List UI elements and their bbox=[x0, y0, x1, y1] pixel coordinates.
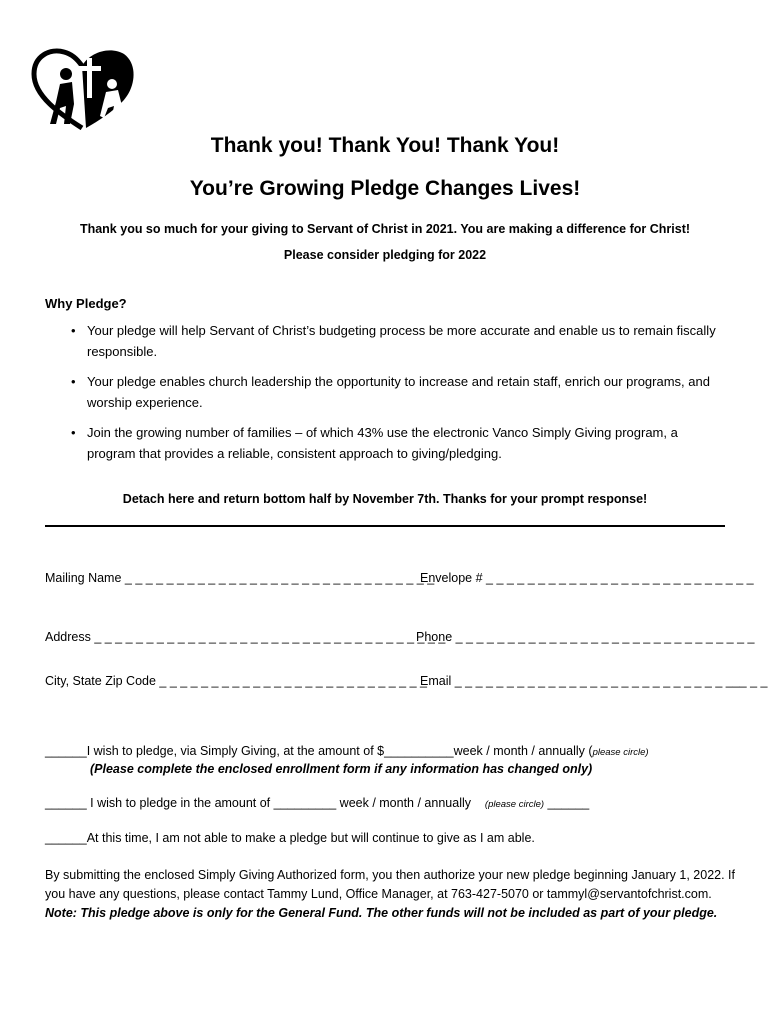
church-logo-heart-family bbox=[30, 44, 138, 130]
logo-cross-vertical bbox=[87, 58, 92, 98]
pledge-option-simply-giving[interactable]: ______I wish to pledge, via Simply Giving, at the amount of $__________week / month / annually (please circle) bbox=[45, 744, 649, 758]
email-field[interactable]: Email _ _ _ _ _ _ _ _ _ _ _ _ _ _ _ _ _ _ _ _ _ _ _ _ _ _ ___ _ _ bbox=[420, 674, 768, 688]
detach-divider bbox=[45, 525, 725, 527]
city-state-zip-field[interactable]: City, State Zip Code _ _ _ _ _ _ _ _ _ _ _ _ _ _ _ _ _ _ _ _ _ _ _ _ _ _ bbox=[45, 674, 427, 688]
logo-child-head bbox=[107, 79, 117, 89]
logo-cross-horizontal bbox=[79, 66, 101, 71]
page-title: Thank you! Thank You! Thank You! bbox=[210, 134, 560, 157]
authorization-paragraph: By submitting the enclosed Simply Giving Authorized form, you then authorize your new pledge beginning January 1, 2022. If you have any questions, please contact Tammy Lund, Office Manager, at 763-427-5070 or tammyl@servantofchrist.com. Note: This pledge above is only for the General Fund. The other funds will not be included as part of your pledge. bbox=[45, 868, 735, 920]
why-pledge-heading: Why Pledge? bbox=[45, 296, 127, 311]
enrollment-note: (Please complete the enclosed enrollment form if any information has changed only) bbox=[90, 762, 593, 776]
intro-text: Thank you so much for your giving to Servant of Christ in 2021. You are making a difference for Christ! bbox=[79, 222, 691, 236]
bullet-icon: • bbox=[71, 323, 76, 338]
consider-text: Please consider pledging for 2022 bbox=[283, 248, 487, 262]
list-item: • Your pledge will help Servant of Christ’s budgeting process be more accurate and enable us to remain fiscally responsible. bbox=[45, 320, 725, 362]
page-subtitle: You’re Growing Pledge Changes Lives! bbox=[189, 177, 581, 200]
general-fund-note: Note: This pledge above is only for the General Fund. The other funds will not be included as part of your pledge. bbox=[45, 906, 718, 920]
logo-figure-head bbox=[60, 68, 72, 80]
detach-instruction: Detach here and return bottom half by November 7th. Thanks for your prompt response! bbox=[122, 492, 648, 506]
pledge-option-amount[interactable]: ______ I wish to pledge in the amount of _________ week / month / annually (please circle) ______ bbox=[45, 796, 590, 810]
logo-figure-body bbox=[50, 82, 74, 124]
bullet-icon: • bbox=[71, 374, 76, 389]
mailing-name-field[interactable]: Mailing Name _ _ _ _ _ _ _ _ _ _ _ _ _ _ _ _ _ _ _ _ _ _ _ _ _ _ _ _ _ _ bbox=[45, 571, 435, 585]
envelope-number-field[interactable]: Envelope # _ _ _ _ _ _ _ _ _ _ _ _ _ _ _ _ _ _ _ _ _ _ _ _ _ _ bbox=[420, 571, 754, 585]
address-field[interactable]: Address _ _ _ _ _ _ _ _ _ _ _ _ _ _ _ _ _ _ _ _ _ _ _ _ _ _ _ _ _ _ _ _ _ _ bbox=[45, 630, 446, 644]
pledge-option-unable[interactable]: ______At this time, I am not able to make a pledge but will continue to give as I am able. bbox=[45, 831, 535, 845]
phone-field[interactable]: Phone _ _ _ _ _ _ _ _ _ _ _ _ _ _ _ _ _ _ _ _ _ _ _ _ _ _ _ _ _ bbox=[416, 630, 755, 644]
logo-heart-outline bbox=[34, 51, 82, 128]
bullet-icon: • bbox=[71, 425, 76, 440]
list-item: • Join the growing number of families – of which 43% use the electronic Vanco Simply Giving program, a program that provides a reliable, consistent approach to giving/pledging. bbox=[45, 422, 725, 464]
why-pledge-list bbox=[45, 320, 725, 473]
list-item: • Your pledge enables church leadership the opportunity to increase and retain staff, enrich our programs, and worship experience. bbox=[45, 371, 725, 413]
